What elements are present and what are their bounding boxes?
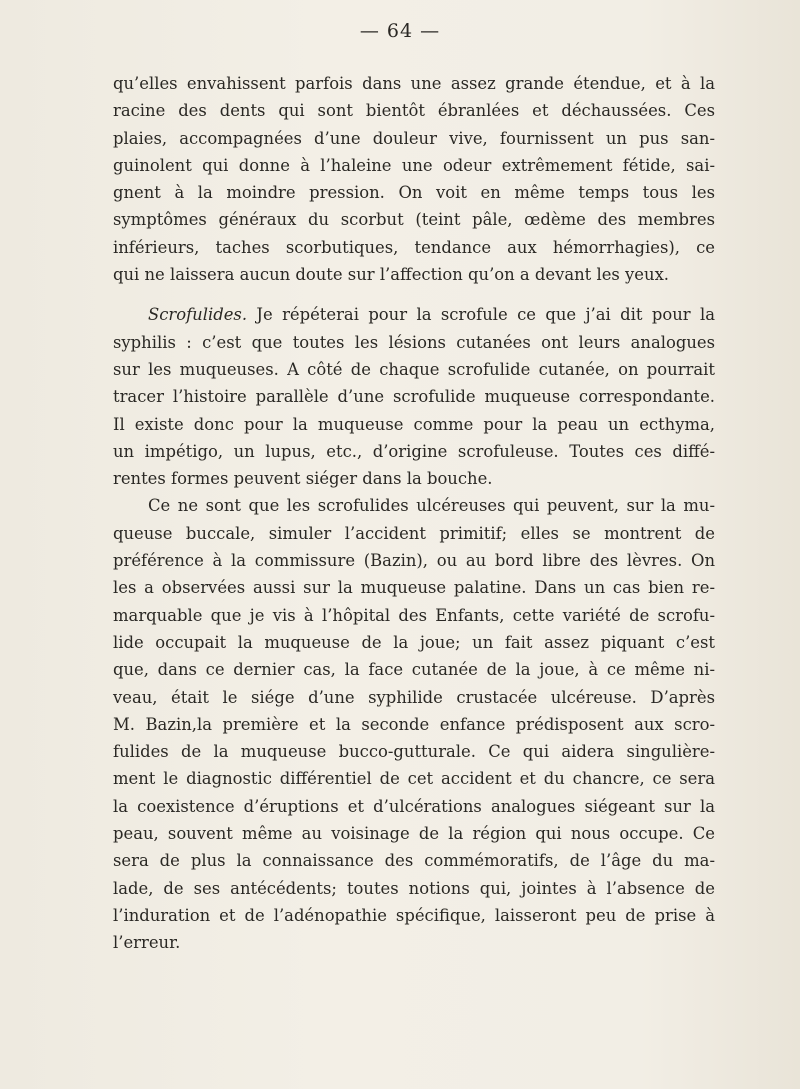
text-line: un impétigo, un lupus, etc., d’origine scrofuleuse. Toutes ces diffé-	[113, 441, 715, 461]
text-line: qui ne laissera aucun doute sur l’affection qu’on a devant les yeux.	[113, 265, 670, 285]
body-text	[113, 70, 715, 957]
text-line: veau, était le siége d’une syphilide crustacée ulcéreuse. D’après	[113, 687, 715, 707]
text-line: préférence à la commissure (Bazin), ou au bord libre des lèvres. On	[113, 551, 715, 571]
text-line: peau, souvent même au voisinage de la région qui nous occupe. Ce	[113, 824, 715, 844]
paragraph-scrofulides	[113, 301, 715, 492]
text-line: sera de plus la connaissance des commémoratifs, de l’âge du ma-	[113, 851, 715, 871]
text-line: que, dans ce dernier cas, la face cutanée de la joue, à ce même ni-	[113, 660, 715, 680]
text-line	[113, 301, 715, 328]
text-line: lade, de ses antécédents; toutes notions qui, jointes à l’absence de	[113, 878, 715, 898]
text-line: racine des dents qui sont bientôt ébranlées et déchaussées. Ces	[113, 101, 715, 121]
text-line: lide occupait la muqueuse de la joue; un fait assez piquant c’est	[113, 632, 715, 652]
text-line: guinolent qui donne à l’haleine une odeur extrêmement fétide, sai-	[113, 155, 715, 175]
text-line: queuse buccale, simuler l’accident primitif; elles se montrent de	[113, 523, 715, 543]
text-line: Ce ne sont que les scrofulides ulcéreuses qui peuvent, sur la mu-	[148, 496, 715, 516]
text-fragment: Je répéterai pour la scrofule ce que j’ai dit pour la	[247, 305, 715, 325]
text-line: M. Bazin,la première et la seconde enfance prédisposent aux scro-	[113, 714, 715, 734]
text-line: gnent à la moindre pression. On voit en même temps tous les	[113, 183, 715, 203]
text-line: fulides de la muqueuse bucco-gutturale. Ce qui aidera singulière-	[113, 742, 715, 762]
paragraph-ulcereuses	[113, 492, 715, 956]
section-heading-italic: Scrofulides.	[148, 305, 248, 325]
text-line: ment le diagnostic différentiel de cet accident et du chancre, ce sera	[113, 769, 715, 789]
page-number-header: — 64 —	[359, 20, 441, 42]
text-line: sur les muqueuses. A côté de chaque scrofulide cutanée, on pourrait	[113, 359, 715, 379]
text-line: inférieurs, taches scorbutiques, tendance aux hémorrhagies), ce	[113, 237, 715, 257]
text-line: marquable que je vis à l’hôpital des Enfants, cette variété de scrofu-	[113, 605, 715, 625]
text-line: l’erreur.	[113, 933, 181, 953]
text-line: tracer l’histoire parallèle d’une scrofulide muqueuse correspondante.	[113, 387, 715, 407]
paragraph-scorbut	[113, 70, 715, 288]
text-line: les a observées aussi sur la muqueuse palatine. Dans un cas bien re-	[113, 578, 715, 598]
text-line: rentes formes peuvent siéger dans la bouche.	[113, 469, 493, 489]
text-line: l’induration et de l’adénopathie spécifique, laisseront peu de prise à	[113, 905, 715, 925]
text-line: syphilis : c’est que toutes les lésions cutanées ont leurs analogues	[113, 332, 715, 352]
text-line: qu’elles envahissent parfois dans une assez grande étendue, et à la	[113, 74, 715, 93]
text-line: plaies, accompagnées d’une douleur vive, fournissent un pus san-	[113, 128, 715, 148]
text-line: Il existe donc pour la muqueuse comme pour la peau un ecthyma,	[113, 414, 715, 434]
text-line: symptômes généraux du scorbut (teint pâle, œdème des membres	[113, 210, 715, 230]
text-line: la coexistence d’éruptions et d’ulcérations analogues siégeant sur la	[113, 796, 715, 816]
